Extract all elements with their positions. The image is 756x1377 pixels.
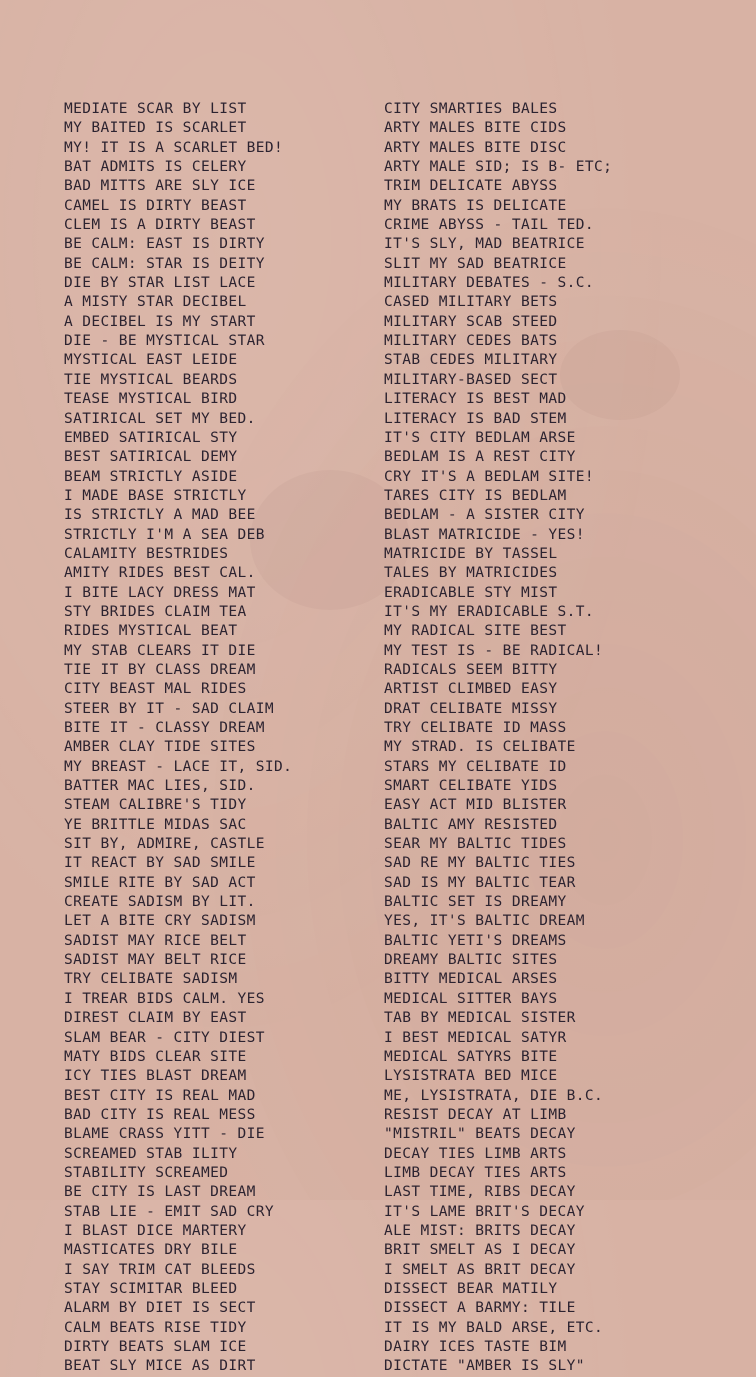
poem-line: TRIM DELICATE ABYSS [384,178,558,195]
poem-line: BEST CITY IS REAL MAD [64,1087,256,1104]
poem-line: IT'S MY ERADICABLE S.T. [384,603,594,620]
poem-line: CLEM IS A DIRTY BEAST [64,217,256,234]
poem-line: TIE MYSTICAL BEARDS [64,371,238,388]
poem-line: MY BREAST - LACE IT, SID. [64,758,293,775]
poem-line: SEAR MY BALTIC TIDES [384,836,567,853]
poem-line: EASY ACT MID BLISTER [384,797,567,814]
poem-line: I MADE BASE STRICTLY [64,487,247,504]
poem-line: SAD IS MY BALTIC TEAR [384,874,576,891]
poem-line: DAIRY ICES TASTE BIM [384,1339,567,1355]
poem-line: BLAST MATRICIDE - YES! [384,526,585,543]
poem-line: MEDIATE SCAR BY LIST [64,101,247,117]
poem-line: AMITY RIDES BEST CAL. [64,565,256,582]
poem-line: CALAMITY BESTRIDES [64,545,229,562]
poem-line: BAD CITY IS REAL MESS [64,1106,256,1123]
poem-line: ALARM BY DIET IS SECT [64,1300,256,1317]
poem-line: IT'S LAME BRIT'S DECAY [384,1203,585,1220]
poem-line: STARS MY CELIBATE ID [384,758,567,775]
poem-line: TRY CELIBATE SADISM [64,971,238,988]
poem-line: ERADICABLE STY MIST [384,584,558,601]
poem-line: BE CALM: EAST IS DIRTY [64,236,265,253]
poem-line: BITTY MEDICAL ARSES [384,971,558,988]
poem-line: DREAMY BALTIC SITES [384,952,558,969]
poem-line: SMILE RITE BY SAD ACT [64,874,256,891]
poem-line: DIRTY BEATS SLAM ICE [64,1339,247,1355]
poem-line: EMBED SATIRICAL STY [64,429,238,446]
poem-line: TAB BY MEDICAL SISTER [384,1010,576,1027]
poem-line: SLAM BEAR - CITY DIEST [64,1029,265,1046]
poem-line: BLAME CRASS YITT - DIE [64,1126,265,1143]
poem-line: LYSISTRATA BED MICE [384,1068,558,1085]
poem-line: MEDICAL SITTER BAYS [384,990,558,1007]
poem-line: LITERACY IS BAD STEM [384,410,567,427]
poem-line: MASTICATES DRY BILE [64,1242,238,1259]
poem-line: CAMEL IS DIRTY BEAST [64,197,247,214]
poem-line: I BLAST DICE MARTERY [64,1222,247,1239]
poem-line: ARTY MALES BITE CIDS [384,120,567,137]
poem-line: STAY SCIMITAR BLEED [64,1280,238,1297]
poem-line: DISSECT BEAR MATILY [384,1280,558,1297]
poem-line: ICY TIES BLAST DREAM [64,1068,247,1085]
poem-line: MILITARY CEDES BATS [384,333,558,350]
poem-line: STY BRIDES CLAIM TEA [64,603,247,620]
poem-line: CITY BEAST MAL RIDES [64,681,247,698]
poem-line: BATTER MAC LIES, SID. [64,778,256,795]
poem-line: MY RADICAL SITE BEST [384,623,567,640]
poem-line: ARTY MALE SID; IS B- ETC; [384,159,613,176]
poem-left-column [64,100,382,1377]
poem-line: MILITARY DEBATES - S.C. [384,275,594,292]
poem-line: MY BAITED IS SCARLET [64,120,247,137]
poem-line: LET A BITE CRY SADISM [64,913,256,930]
poem-line: STEAM CALIBRE'S TIDY [64,797,247,814]
poem-line: CREATE SADISM BY LIT. [64,894,256,911]
poem-line: BEST SATIRICAL DEMY [64,449,238,466]
poem-line: DISSECT A BARMY: TILE [384,1300,576,1317]
poem-line: BEDLAM - A SISTER CITY [384,507,585,524]
poem-line: BE CITY IS LAST DREAM [64,1184,256,1201]
poem-line: SADIST MAY RICE BELT [64,932,247,949]
poem-line: "MISTRIL" BEATS DECAY [384,1126,576,1143]
poem-line: YE BRITTLE MIDAS SAC [64,816,247,833]
poem-line: SADIST MAY BELT RICE [64,952,247,969]
poem-line: BALTIC SET IS DREAMY [384,894,567,911]
poem-line: AMBER CLAY TIDE SITES [64,739,256,756]
poem-line: ALE MIST: BRITS DECAY [384,1222,576,1239]
poem-line: SATIRICAL SET MY BED. [64,410,256,427]
poem-line: MATY BIDS CLEAR SITE [64,1048,247,1065]
poem-line: YES, IT'S BALTIC DREAM [384,913,585,930]
poem-line: SCREAMED STAB ILITY [64,1145,238,1162]
poem-line: STRICTLY I'M A SEA DEB [64,526,265,543]
poem-line: TALES BY MATRICIDES [384,565,558,582]
poem-line: LITERACY IS BEST MAD [384,391,567,408]
poem-line: MYSTICAL EAST LEIDE [64,352,238,369]
poem-line: LIMB DECAY TIES ARTS [384,1164,567,1181]
poem-line: CALM BEATS RISE TIDY [64,1319,247,1336]
poem-line: I BEST MEDICAL SATYR [384,1029,567,1046]
poem-line: SMART CELIBATE YIDS [384,778,558,795]
poem-line: CRIME ABYSS - TAIL TED. [384,217,594,234]
poem-line: SIT BY, ADMIRE, CASTLE [64,836,265,853]
poem-line: BALTIC AMY RESISTED [384,816,558,833]
poem-line: IT'S CITY BEDLAM ARSE [384,429,576,446]
poem-line: A MISTY STAR DECIBEL [64,294,247,311]
poem-line: STAB CEDES MILITARY [384,352,558,369]
poem-line: BALTIC YETI'S DREAMS [384,932,567,949]
poem-line: BRIT SMELT AS I DECAY [384,1242,576,1259]
poem-line: DRAT CELIBATE MISSY [384,700,558,717]
poem-line: IT REACT BY SAD SMILE [64,855,256,872]
poem-line: I SMELT AS BRIT DECAY [384,1261,576,1278]
poem-line: STAB LIE - EMIT SAD CRY [64,1203,274,1220]
poem-line: IT'S SLY, MAD BEATRICE [384,236,585,253]
poem-line: MY STRAD. IS CELIBATE [384,739,576,756]
poem-line: LAST TIME, RIBS DECAY [384,1184,576,1201]
poem-line: TRY CELIBATE ID MASS [384,720,567,736]
poem-line: DECAY TIES LIMB ARTS [384,1145,567,1162]
poem-line: CITY SMARTIES BALES [384,101,558,117]
poem-line: MILITARY-BASED SECT [384,371,558,388]
poem-line: ME, LYSISTRATA, DIE B.C. [384,1087,604,1104]
poem-line: BAD MITTS ARE SLY ICE [64,178,256,195]
poem-line: DIE BY STAR LIST LACE [64,275,256,292]
poem-line: IT IS MY BALD ARSE, ETC. [384,1319,604,1336]
poem-line: MY TEST IS - BE RADICAL! [384,642,604,659]
poem-line: BEAT SLY MICE AS DIRT [64,1358,256,1375]
poem-line: ARTY MALES BITE DISC [384,139,567,156]
poem-line: TEASE MYSTICAL BIRD [64,391,238,408]
poem-line: BE CALM: STAR IS DEITY [64,255,265,272]
poem-line: ARTIST CLIMBED EASY [384,681,558,698]
poem-line: TIE IT BY CLASS DREAM [64,661,256,678]
poem-line: BEDLAM IS A REST CITY [384,449,576,466]
poem-line: MY STAB CLEARS IT DIE [64,642,256,659]
poem-line: DIE - BE MYSTICAL STAR [64,333,265,350]
poem-line: A DECIBEL IS MY START [64,313,256,330]
poem-line: BEAM STRICTLY ASIDE [64,468,238,485]
poem-line: MATRICIDE BY TASSEL [384,545,558,562]
poem-line: DICTATE "AMBER IS SLY" [384,1358,585,1375]
poem-line: MY BRATS IS DELICATE [384,197,567,214]
poem-line: SAD RE MY BALTIC TIES [384,855,576,872]
poem-line: TARES CITY IS BEDLAM [384,487,567,504]
poem-line: IS STRICTLY A MAD BEE [64,507,256,524]
poem-line: I TREAR BIDS CALM. YES [64,990,265,1007]
poem-line: BAT ADMITS IS CELERY [64,159,247,176]
poem-line: I BITE LACY DRESS MAT [64,584,256,601]
poem-line: RESIST DECAY AT LIMB [384,1106,567,1123]
poem-line: SLIT MY SAD BEATRICE [384,255,567,272]
poem-line: I SAY TRIM CAT BLEEDS [64,1261,256,1278]
poem-line: STEER BY IT - SAD CLAIM [64,700,274,717]
poem-line: BITE IT - CLASSY DREAM [64,720,265,736]
poem-line: STABILITY SCREAMED [64,1164,229,1181]
poem-line: MILITARY SCAB STEED [384,313,558,330]
poem-line: RIDES MYSTICAL BEAT [64,623,238,640]
poem-line: MEDICAL SATYRS BITE [384,1048,558,1065]
poem-line: MY! IT IS A SCARLET BED! [64,139,284,156]
poem-right-column [384,100,736,1377]
poem-line: CRY IT'S A BEDLAM SITE! [384,468,594,485]
poem-line: RADICALS SEEM BITTY [384,661,558,678]
poem-line: DIREST CLAIM BY EAST [64,1010,247,1027]
poem-line: CASED MILITARY BETS [384,294,558,311]
